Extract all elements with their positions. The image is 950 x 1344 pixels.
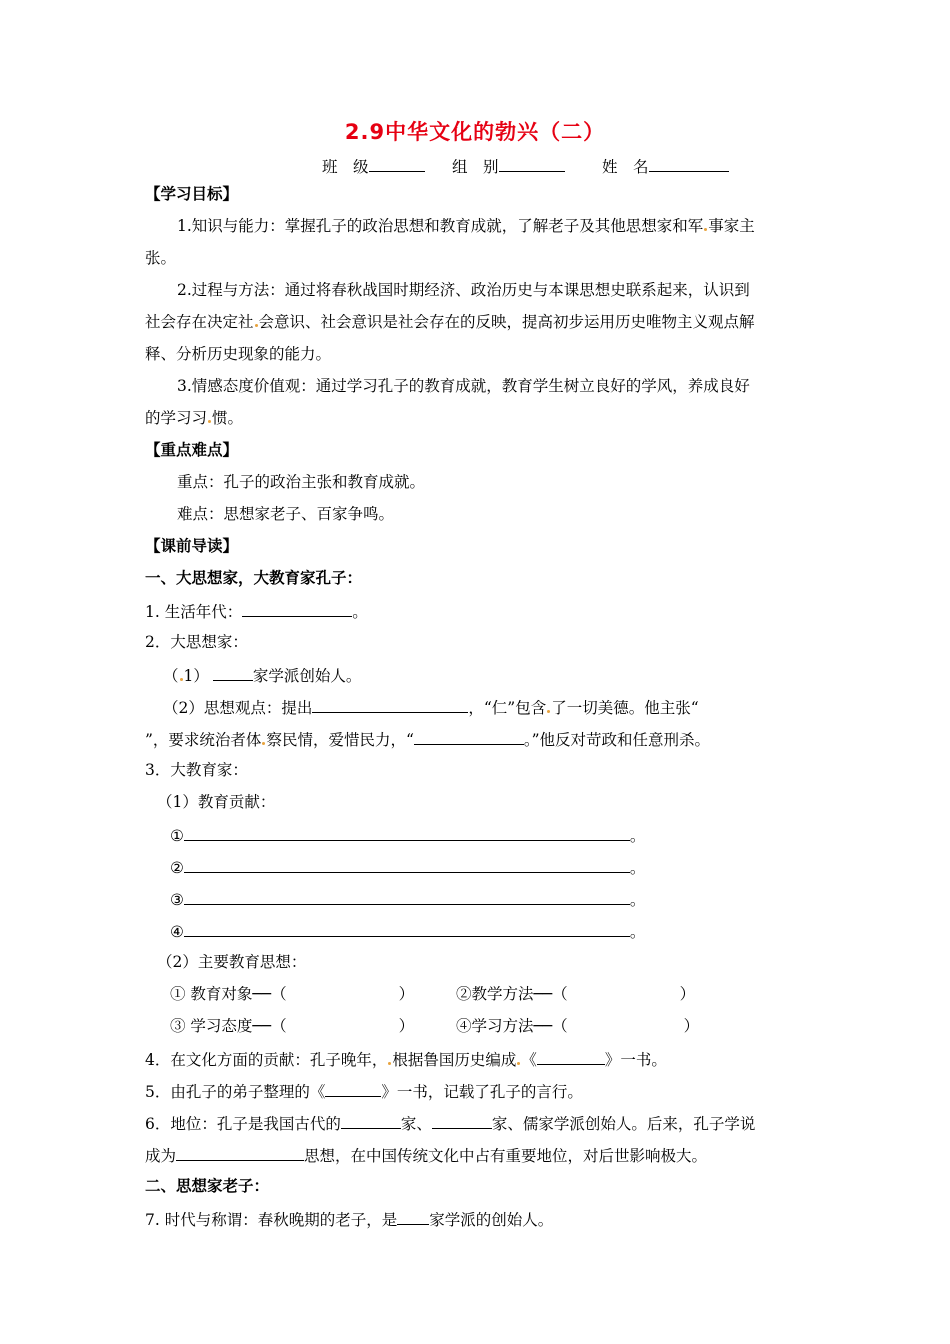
contribution-1-blank[interactable]	[184, 824, 630, 841]
question-7-text-a: 7. 时代与称谓：春秋晚期的老子，是	[145, 1211, 398, 1229]
class-label: 班 级	[322, 158, 369, 176]
learning-method	[456, 1016, 699, 1036]
question-4-text-b: 根据鲁国历史编成	[392, 1051, 517, 1069]
question-6-text-c: 家、儒家学派创始人。后来，孔子学说	[491, 1115, 756, 1133]
education-target	[170, 984, 414, 1004]
class-field	[322, 155, 425, 177]
question-5-text-b: 》一书，记载了孔子的言行。	[381, 1083, 583, 1101]
group-label: 组 别	[452, 158, 499, 176]
education-target-label: ① 教育对象──（	[170, 985, 287, 1003]
question-2-1	[163, 664, 361, 686]
goal-2-line-3: 释、分析历史现象的能力。	[145, 345, 332, 363]
contribution-3	[170, 888, 645, 910]
circle-number: ③	[170, 891, 184, 909]
contribution-2	[170, 856, 645, 878]
goal-2-text-b: 会意识、社会意识是社会存在的反映，提高初步运用历史唯物主义观点解	[258, 313, 755, 331]
contribution-4	[170, 920, 645, 942]
item-number: 1）	[183, 667, 209, 685]
paren-close: ）	[398, 1017, 415, 1035]
page-title: 2.9中华文化的勃兴（二）	[344, 120, 606, 144]
contribution-3-blank[interactable]	[184, 888, 630, 905]
question-6-line-1	[145, 1112, 755, 1134]
goal-2-line-1: 2.过程与方法：通过将春秋战国时期经济、政治历史与本课思想史联系起来，认识到	[177, 281, 750, 299]
question-2-2-text-d: 察民情，爱惜民力，“	[266, 731, 414, 749]
class-blank[interactable]	[369, 155, 425, 172]
contribution-1	[170, 824, 645, 846]
question-2-2-text-c: ”，要求统治者体	[145, 731, 262, 749]
orthodox-blank[interactable]	[176, 1144, 304, 1161]
circle-number: ②	[170, 859, 184, 877]
school-blank[interactable]	[213, 664, 253, 681]
teaching-method	[456, 984, 695, 1004]
learning-attitude-label: ③ 学习态度──（	[170, 1017, 287, 1035]
taoist-blank[interactable]	[397, 1208, 429, 1225]
goal-2-line-2	[145, 312, 755, 332]
group-field	[452, 155, 565, 177]
era-blank[interactable]	[242, 600, 352, 617]
question-5-text-a: 5．由孔子的弟子整理的《	[145, 1083, 326, 1101]
circle-number: ①	[170, 827, 184, 845]
name-label: 姓 名	[602, 158, 649, 176]
question-2-2-text-e: 。”他反对苛政和任意刑杀。	[523, 731, 711, 749]
period: 。	[629, 827, 646, 845]
question-4	[145, 1048, 667, 1070]
mark-dot	[704, 228, 707, 231]
section-heading-key: 【重点难点】	[145, 441, 239, 459]
period: 。	[629, 923, 646, 941]
question-4-text-c: 》一书。	[604, 1051, 667, 1069]
quote-blank[interactable]	[414, 728, 524, 745]
mark-dot	[255, 324, 258, 327]
mark-dot	[547, 710, 550, 713]
question-3: 3．大教育家：	[145, 761, 248, 779]
question-6-text-a: 6．地位：孔子是我国古代的	[145, 1115, 341, 1133]
question-6-line-2	[145, 1144, 707, 1166]
question-2: 2．大思想家：	[145, 633, 248, 651]
section-heading-preview: 【课前导读】	[145, 537, 239, 555]
question-2-2-text-a: ，“仁”包含	[468, 699, 547, 717]
question-2-2-line-2	[145, 728, 710, 750]
thought-blank[interactable]	[312, 696, 468, 713]
mark-dot	[208, 420, 211, 423]
book-blank[interactable]	[537, 1048, 605, 1065]
name-blank[interactable]	[649, 155, 729, 172]
question-1-label: 1. 生活年代：	[145, 603, 243, 621]
mark-dot	[388, 1062, 391, 1065]
paren-close: ）	[683, 1017, 700, 1035]
analects-blank[interactable]	[325, 1080, 381, 1097]
role-blank-2[interactable]	[432, 1112, 492, 1129]
teaching-method-label: ②教学方法──（	[456, 985, 568, 1003]
paren-close: ）	[679, 985, 696, 1003]
goal-1-text-a: 1.知识与能力：掌握孔子的政治思想和教育成就，了解老子及其他思想家和军	[177, 217, 704, 235]
question-6-text-b: 家、	[400, 1115, 432, 1133]
goal-1-line-2: 张。	[145, 249, 177, 267]
question-4-text-a: 4．在文化方面的贡献：孔子晚年，	[145, 1051, 388, 1069]
question-2-2-line-1	[163, 696, 699, 718]
goal-3-line-1: 3.情感态度价值观：通过学习孔子的教育成就，教育学生树立良好的学风，养成良好	[177, 377, 750, 395]
book-open-mark: 《	[521, 1051, 537, 1069]
question-3-1: （1）教育贡献：	[157, 793, 276, 811]
question-7	[145, 1208, 553, 1230]
paren-close: ）	[398, 985, 415, 1003]
learning-method-label: ④学习方法──（	[456, 1017, 568, 1035]
part-2-heading: 二、思想家老子：	[145, 1177, 270, 1195]
question-1	[145, 600, 368, 622]
question-2-2-label: （2）思想观点：提出	[163, 699, 313, 717]
learning-attitude	[170, 1016, 414, 1036]
goal-1-text-b: 事家主	[708, 217, 755, 235]
mark-dot	[262, 742, 265, 745]
question-2-1-text: 家学派创始人。	[252, 667, 362, 685]
mark-dot	[517, 1062, 520, 1065]
goal-2-text-a: 社会存在决定社	[145, 313, 254, 331]
difficult-point: 难点：思想家老子、百家争鸣。	[177, 505, 395, 523]
paren-open: （	[163, 667, 179, 685]
period: 。	[629, 859, 646, 877]
question-7-text-b: 家学派的创始人。	[429, 1211, 554, 1229]
question-5	[145, 1080, 583, 1102]
question-3-2: （2）主要教育思想：	[157, 953, 307, 971]
group-blank[interactable]	[499, 155, 565, 172]
question-2-2-text-b: 了一切美德。他主张“	[551, 699, 699, 717]
name-field	[602, 155, 729, 177]
period: 。	[629, 891, 646, 909]
role-blank-1[interactable]	[341, 1112, 401, 1129]
goal-3-text-b: 惯。	[212, 409, 244, 427]
part-1-heading: 一、大思想家，大教育家孔子：	[145, 569, 363, 587]
key-point: 重点：孔子的政治主张和教育成就。	[177, 473, 426, 491]
question-6-text-d: 成为	[145, 1147, 177, 1165]
contribution-4-blank[interactable]	[184, 920, 630, 937]
goal-1-line-1	[177, 216, 755, 236]
goal-3-line-2	[145, 408, 243, 428]
circle-number: ④	[170, 923, 184, 941]
goal-3-text-a: 的学习习	[145, 409, 208, 427]
section-heading-goals: 【学习目标】	[145, 185, 239, 203]
period: 。	[352, 603, 368, 621]
question-6-text-e: 思想，在中国传统文化中占有重要地位，对后世影响极大。	[304, 1147, 708, 1165]
contribution-2-blank[interactable]	[184, 856, 630, 873]
mark-dot	[180, 678, 183, 681]
